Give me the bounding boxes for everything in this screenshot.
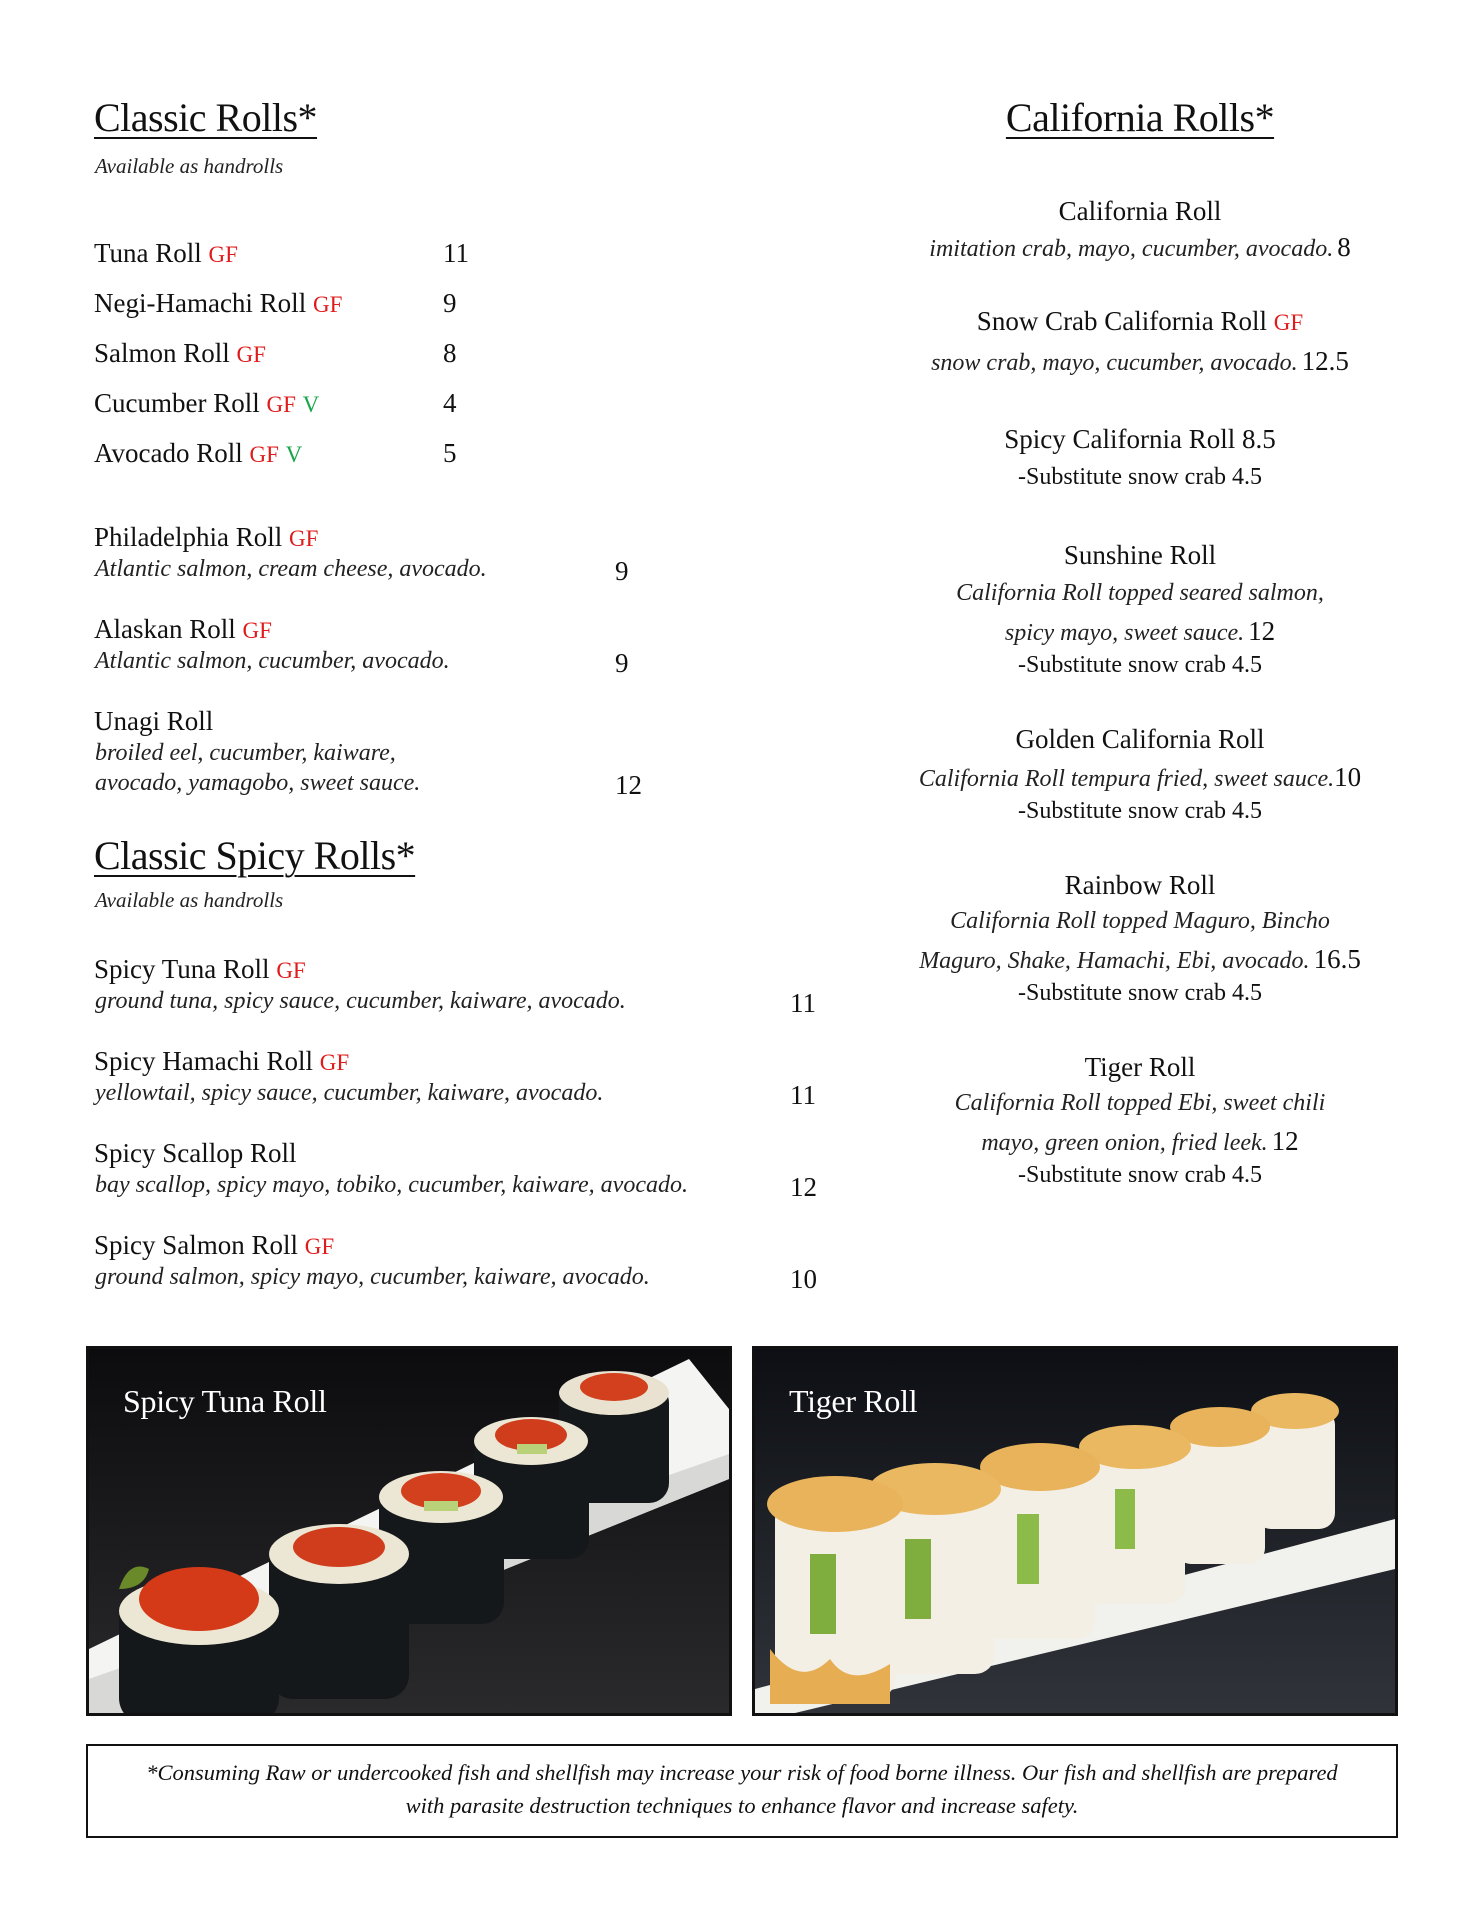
menu-item	[94, 1138, 297, 1169]
item-price: 11	[790, 1080, 816, 1110]
menu-item	[94, 338, 266, 369]
item-price: 8	[1337, 232, 1351, 262]
item-description: avocado, yamagobo, sweet sauce.	[95, 770, 421, 796]
item-price: 10	[1334, 762, 1362, 792]
gluten-free-tag: GF	[289, 526, 319, 551]
item-description: Atlantic salmon, cream cheese, avocado.	[95, 556, 487, 582]
menu-item	[860, 306, 1420, 337]
gluten-free-tag: GF	[1273, 310, 1304, 335]
menu-item	[94, 1046, 349, 1077]
item-description: imitation crab, mayo, cucumber, avocado.	[929, 236, 1334, 262]
substitute-note: -Substitute snow crab 4.5	[1018, 798, 1262, 824]
item-description: California Roll topped seared salmon,	[956, 580, 1324, 606]
menu-item	[94, 706, 213, 737]
item-name: Salmon Roll	[94, 338, 230, 368]
item-description: spicy mayo, sweet sauce.	[1004, 620, 1245, 646]
classic-rolls-subtitle: Available as handrolls	[95, 154, 284, 178]
menu-item-details	[860, 944, 1420, 975]
item-name: Spicy Salmon Roll	[94, 1230, 299, 1260]
item-description: bay scallop, spicy mayo, tobiko, cucumber, kaiware, avocado.	[95, 1172, 688, 1198]
item-description: ground tuna, spicy sauce, cucumber, kaiware, avocado.	[95, 988, 626, 1014]
item-price: 9	[443, 288, 457, 318]
item-price: 12.5	[1301, 346, 1349, 376]
item-name: Negi-Hamachi Roll	[94, 288, 307, 318]
item-description: Atlantic salmon, cucumber, avocado.	[95, 648, 450, 674]
menu-item	[94, 954, 306, 985]
spicy-rolls-subtitle: Available as handrolls	[95, 888, 284, 912]
item-name: Spicy Hamachi Roll	[94, 1046, 313, 1076]
item-name: Snow Crab California Roll	[976, 306, 1268, 336]
item-price: 9	[615, 556, 629, 586]
item-price: 11	[790, 988, 816, 1018]
item-price: 9	[615, 648, 629, 678]
item-price: 12	[615, 770, 642, 800]
item-price: 8	[443, 338, 457, 368]
gluten-free-tag: GF	[208, 242, 238, 267]
menu-item	[94, 438, 302, 469]
photo-caption: Spicy Tuna Roll	[123, 1383, 327, 1419]
menu-item-details	[860, 232, 1420, 263]
item-name: Philadelphia Roll	[94, 522, 283, 552]
item-price: 5	[443, 438, 457, 468]
item-price: 16.5	[1313, 944, 1361, 974]
menu-item-details	[860, 616, 1420, 647]
menu-item-details	[860, 1126, 1420, 1157]
item-description: snow crab, mayo, cucumber, avocado.	[931, 350, 1298, 376]
vegan-tag: V	[285, 442, 303, 467]
gluten-free-tag: GF	[236, 342, 266, 367]
item-price: 12	[1248, 616, 1276, 646]
menu-item-details	[860, 346, 1420, 377]
food-safety-notice	[86, 1744, 1398, 1838]
gluten-free-tag: GF	[304, 1234, 335, 1259]
item-price: 12	[790, 1172, 817, 1202]
item-name: California Roll	[1058, 196, 1222, 226]
photo-caption: Tiger Roll	[789, 1383, 918, 1419]
item-description: Maguro, Shake, Hamachi, Ebi, avocado.	[919, 948, 1310, 974]
menu-item	[94, 238, 238, 269]
menu-item-details	[860, 762, 1420, 793]
item-price: 10	[790, 1264, 817, 1294]
item-name: Spicy Scallop Roll	[94, 1138, 297, 1168]
item-description: mayo, green onion, fried leek.	[981, 1130, 1268, 1156]
item-name: Avocado Roll	[94, 438, 243, 468]
item-name: Spicy California Roll 8.5	[1004, 424, 1276, 454]
notice-line: *Consuming Raw or undercooked fish and shellfish may increase your risk of food borne illness. Our fish and shellfish are prepared	[146, 1760, 1338, 1785]
item-name: Tuna Roll	[94, 238, 202, 268]
menu-item	[94, 1230, 334, 1261]
substitute-note: -Substitute snow crab 4.5	[1018, 652, 1262, 678]
menu-item	[94, 388, 319, 419]
classic-rolls-heading: Classic Rolls*	[94, 95, 318, 140]
item-name: Spicy Tuna Roll	[94, 954, 270, 984]
item-description: California Roll tempura fried, sweet sauce.	[918, 766, 1335, 792]
item-description: California Roll topped Ebi, sweet chili	[954, 1090, 1326, 1116]
item-name: Unagi Roll	[94, 706, 214, 736]
menu-item	[94, 288, 342, 319]
item-name: Sunshine Roll	[1063, 540, 1217, 570]
item-description: broiled eel, cucumber, kaiware,	[95, 740, 396, 766]
item-name: Cucumber Roll	[94, 388, 260, 418]
item-description: California Roll topped Maguro, Bincho	[950, 908, 1330, 934]
item-price: 4	[443, 388, 457, 418]
gluten-free-tag: GF	[312, 292, 343, 317]
item-name: Rainbow Roll	[1064, 870, 1216, 900]
gluten-free-tag: GF	[266, 392, 296, 417]
item-name: Alaskan Roll	[94, 614, 236, 644]
item-description: ground salmon, spicy mayo, cucumber, kaiware, avocado.	[95, 1264, 650, 1290]
substitute-note: -Substitute snow crab 4.5	[1018, 980, 1262, 1006]
item-price: 12	[1271, 1126, 1299, 1156]
spicy-rolls-heading: Classic Spicy Rolls*	[94, 833, 416, 878]
california-rolls-heading: California Rolls*	[1005, 95, 1275, 140]
gluten-free-tag: GF	[242, 618, 272, 643]
gluten-free-tag: GF	[249, 442, 279, 467]
substitute-note: -Substitute snow crab 4.5	[1018, 1162, 1262, 1188]
gluten-free-tag: GF	[319, 1050, 350, 1075]
menu-item	[94, 614, 272, 645]
item-price: 11	[443, 238, 469, 268]
substitute-note: -Substitute snow crab 4.5	[1018, 464, 1262, 490]
gluten-free-tag: GF	[276, 958, 306, 983]
item-name: Tiger Roll	[1084, 1052, 1196, 1082]
item-name: Golden California Roll	[1015, 724, 1265, 754]
spicy-tuna-roll-photo	[86, 1346, 732, 1716]
vegan-tag: V	[302, 392, 320, 417]
item-description: yellowtail, spicy sauce, cucumber, kaiware, avocado.	[95, 1080, 604, 1106]
tiger-roll-photo	[752, 1346, 1398, 1716]
notice-line: with parasite destruction techniques to enhance flavor and increase safety.	[405, 1793, 1079, 1818]
menu-item	[94, 522, 318, 553]
